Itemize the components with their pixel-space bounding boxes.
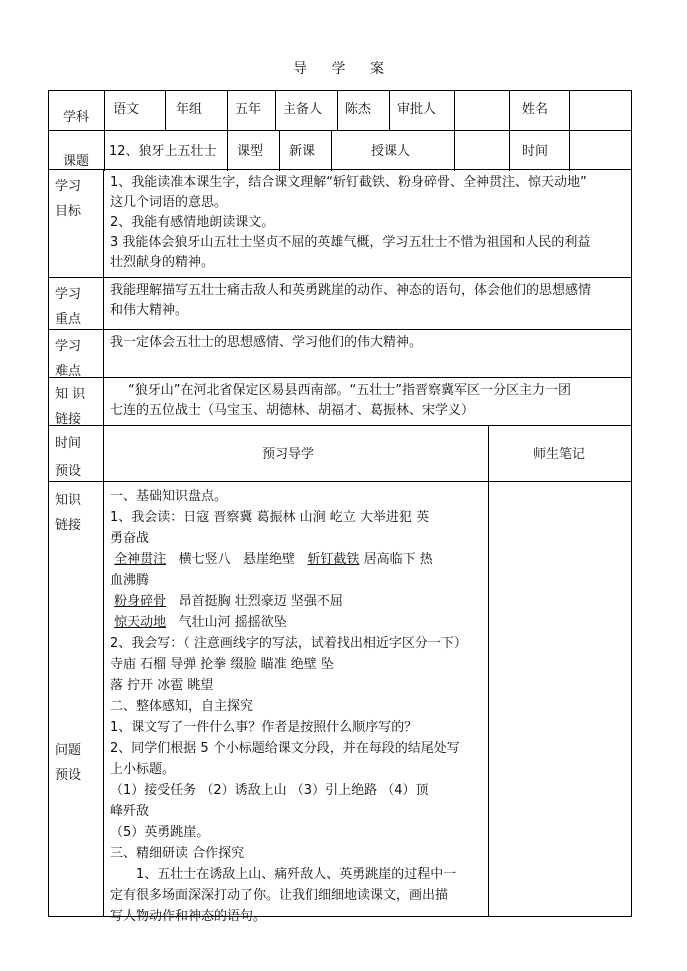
topic-label: 课题: [63, 154, 90, 169]
subject-label: 学科: [63, 110, 90, 125]
difficulty-label: 学习 难点: [49, 330, 104, 377]
preparer-value: 陈杰: [345, 102, 372, 117]
preview-guide-column: [104, 426, 489, 481]
goals-row: [49, 170, 631, 278]
notes-heading: 师生笔记: [533, 447, 586, 462]
header-table: [48, 90, 632, 170]
grade-label: 年组: [176, 102, 203, 117]
main-body-content: 一、基础知识盘点。 1、我会读：日寇 晋察冀 葛振林 山涧 屹立 大举进犯 英 勇奋战 全神贯注 横七竖八 悬崖绝壁 斩钉截铁 居高临下 热 血沸腾 粉身碎骨 昂首挺胸 壮烈豪迈 坚强不屈 惊天动地 气壮山河 摇摇欲坠 2、我会写：（ 注意画线字的写法，试着找出相近字区分一下） 寺庙 石榴 导弹 抡拳 缀脸 瞄准 绝壁 坠 落 拧开 冰雹 眺望 二、整体感知，自主探究 1、课文写了一件什么事？作者是按照什么顺序写的？ 2、同学们根据 5 个小标题给课文分段，并在每段的结尾处写 上小标题。 （1）接受任务 （2）诱敌上山 （3）引上绝路 （4）顶 峰歼敌 （5）英勇跳崖。 三、精细研读 合作探究 1、五壮士在诱敌上山、痛歼敌人、英勇跳崖的过程中一 定有很多场面深深打动了你。让我们细细地读课文，画出描 写人物动作和神态的语句。: [104, 482, 489, 916]
preparer-label: 主备人: [283, 102, 323, 117]
teacher-label: 授课人: [371, 144, 411, 159]
preview-time-label: 时间 预设: [49, 426, 104, 481]
focus-row: [49, 278, 631, 330]
main-body-row: [49, 482, 631, 924]
knowledge-label: 知 识 链接: [49, 378, 104, 425]
main-table: [48, 170, 632, 924]
page-title: 导 学 案: [293, 61, 394, 77]
approver-label: 审批人: [397, 102, 437, 117]
goals-label: 学习 目标: [49, 170, 104, 277]
preview-guide-heading: 预习导学: [262, 447, 315, 462]
focus-content: 我能理解描写五壮士痛击敌人和英勇跳崖的动作、神态的语句，体会他们的思想感情 和伟大精神。: [110, 283, 592, 318]
topic-value: 12、狼牙上五壮士: [109, 144, 217, 159]
focus-label: 学习 重点: [49, 278, 104, 329]
type-label: 课型: [237, 144, 264, 159]
knowledge-row: [49, 378, 631, 426]
grade-value: 五年: [235, 102, 262, 117]
name-label: 姓名: [522, 102, 549, 117]
preview-header-row: [49, 426, 631, 482]
main-body-label: 知识 链接 问题 预设: [49, 482, 104, 916]
knowledge-content: “狼牙山”在河北省保定区易县西南部。“五壮士”指晋察冀军区一分区主力一团 七连的五位战士（马宝玉、胡德林、胡福才、葛振林、宋学义）: [110, 383, 571, 418]
type-value: 新课: [289, 144, 316, 159]
difficulty-row: [49, 330, 631, 378]
difficulty-content: 我一定体会五壮士的思想感情、学习他们的伟大精神。: [110, 335, 423, 350]
goals-content: 1、我能读准本课生字，结合课文理解“斩钉截铁、粉身碎骨、全神贯注、惊天动地” 这几个词语的意思。 2、我能有感情地朗读课文。 3 我能体会狼牙山五壮士坚贞不屈的英雄气概，学习五壮士不惜为祖国和人民的利益 壮烈献身的精神。: [110, 175, 591, 270]
time-label: 时间: [522, 144, 549, 159]
subject-value: 语文: [113, 102, 140, 117]
